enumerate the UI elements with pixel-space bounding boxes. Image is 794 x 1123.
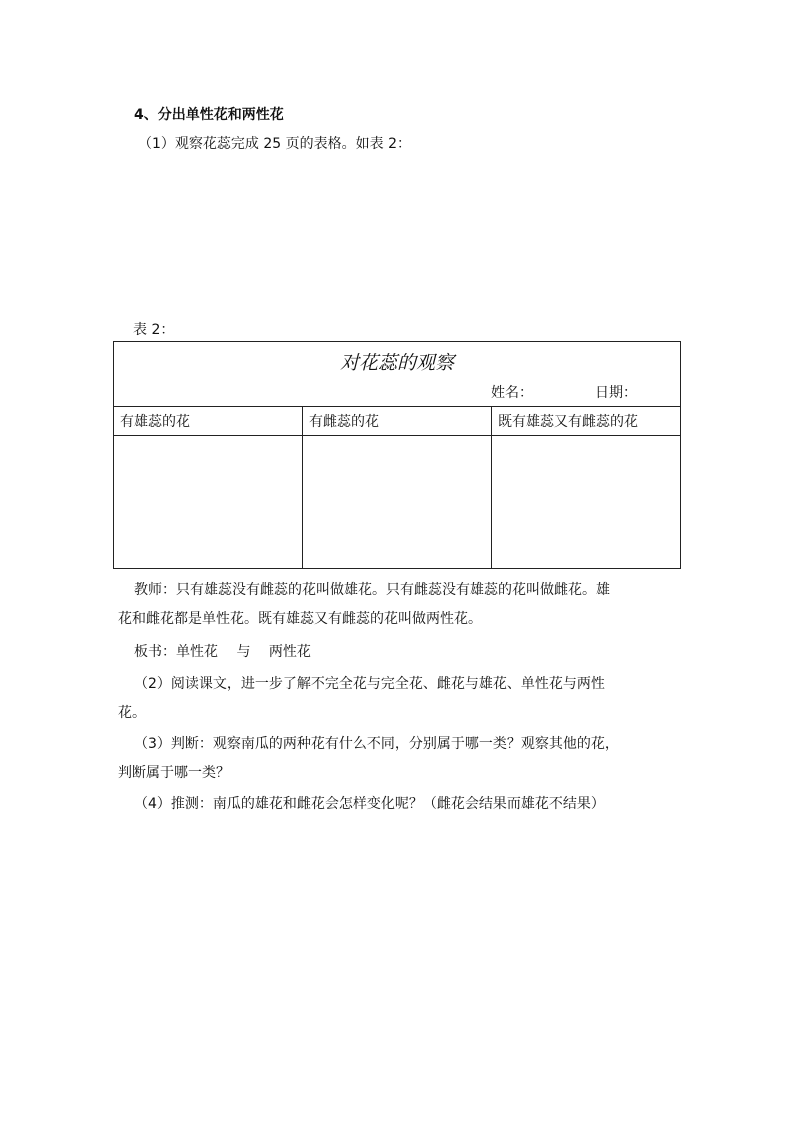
teacher-explanation [118, 576, 678, 634]
step-2-line-1: （2）阅读课文，进一步了解不完全花与完全花、雌花与雄花、单性花与两性 [134, 676, 605, 692]
column-header-both: 既有雄蕊又有雌蕊的花 [492, 407, 681, 436]
table-title-cell [114, 342, 681, 407]
table-caption: 表 2： [133, 322, 175, 338]
blank-cell-pistil [303, 436, 492, 569]
step-3-line-2: 判断属于哪一类？ [118, 765, 230, 781]
board-term: 两性花 [268, 644, 311, 660]
board-and: 与 [236, 644, 251, 660]
table-title: 对花蕊的观察 [339, 352, 454, 374]
blank-cell-both [492, 436, 681, 569]
date-label: 日期： [595, 385, 637, 401]
teacher-line-1: 教师：只有雄蕊没有雌蕊的花叫做雄花。只有雌蕊没有雄蕊的花叫做雌花。雄 [134, 582, 610, 598]
step-4 [118, 790, 678, 819]
step-4-line: （4）推测：南瓜的雄花和雌花会怎样变化呢？（雌花会结果而雄花不结果） [134, 796, 605, 812]
section-heading: 4、分出单性花和两性花 [134, 107, 284, 123]
board-label: 板书：单性花 [134, 644, 218, 660]
blank-cell-stamen [114, 436, 303, 569]
step-1-text: （1）观察花蕊完成 25 页的表格。如表 2： [138, 136, 411, 152]
name-label: 姓名： [491, 385, 533, 401]
column-header-pistil: 有雌蕊的花 [303, 407, 492, 436]
step-2-line-2: 花。 [118, 705, 146, 721]
step-3-line-1: （3）判断：观察南瓜的两种花有什么不同，分别属于哪一类？观察其他的花， [134, 736, 619, 752]
teacher-line-2: 花和雌花都是单性花。既有雄蕊又有雌蕊的花叫做两性花。 [118, 611, 482, 627]
board-note [134, 642, 311, 662]
column-header-stamen: 有雄蕊的花 [114, 407, 303, 436]
observation-table [113, 341, 681, 569]
step-2 [118, 670, 678, 728]
step-3 [118, 730, 678, 788]
